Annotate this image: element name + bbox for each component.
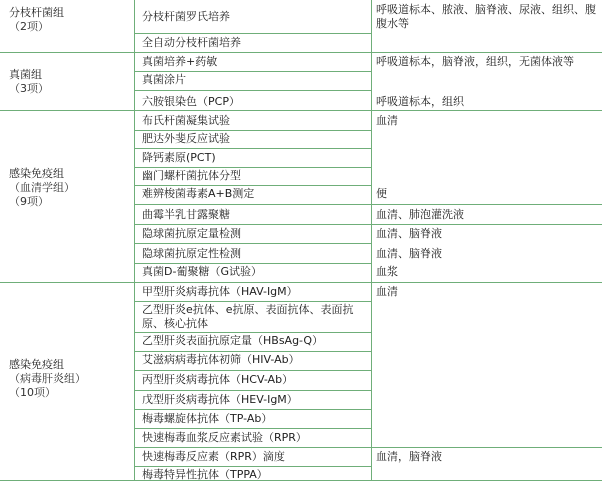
test-cell: 乙型肝炎e抗体、e抗原、表面抗体、表面抗原、核心抗体 — [142, 303, 354, 330]
test-cell: 甲型肝炎病毒抗体（HAV-IgM） — [142, 285, 298, 298]
row-divider — [134, 130, 372, 131]
test-cell: 丙型肝炎病毒抗体（HCV-Ab） — [142, 373, 294, 386]
row-divider — [134, 224, 602, 225]
row-divider — [134, 332, 372, 333]
row-divider — [134, 204, 602, 205]
test-cell: 艾滋病病毒抗体初筛（HIV-Ab） — [142, 353, 300, 366]
test-cell: 六胺银染色（PCP） — [142, 95, 240, 108]
row-divider — [134, 263, 372, 264]
group-divider — [0, 282, 602, 283]
group-name: 感染免疫组 — [9, 167, 64, 180]
test-cell: 幽门螺杆菌抗体分型 — [142, 169, 241, 182]
test-cell: 梅毒特异性抗体（TPPA） — [142, 468, 268, 481]
group-cell-mycobacteria — [0, 6, 133, 34]
group-cell-fungi — [0, 68, 133, 96]
row-divider — [134, 243, 372, 244]
row-divider — [134, 370, 372, 371]
test-cell: 真菌D-葡聚糖（G试验） — [142, 265, 262, 278]
group-name: 感染免疫组 — [9, 358, 64, 371]
row-divider — [134, 71, 372, 72]
row-divider — [134, 428, 372, 429]
group-count: （10项） — [9, 386, 56, 399]
group-cell-serology — [0, 167, 133, 209]
test-cell: 隐球菌抗原定性检测 — [142, 247, 241, 260]
group-name: 分枝杆菌组 — [9, 6, 64, 19]
group-divider — [0, 110, 602, 111]
row-divider — [134, 301, 372, 302]
group-cell-hepatitis — [0, 358, 133, 400]
row-divider — [134, 90, 372, 91]
row-divider — [134, 167, 372, 168]
row-divider — [134, 33, 372, 34]
test-cell: 曲霉半乳甘露聚糖 — [142, 208, 230, 221]
test-cell: 真菌涂片 — [142, 73, 186, 86]
row-divider — [134, 185, 372, 186]
group-count: （9项） — [9, 195, 49, 208]
test-cell: 戊型肝炎病毒抗体（HEV-IgM） — [142, 393, 298, 406]
test-cell: 肥达外斐反应试验 — [142, 132, 230, 145]
row-divider — [134, 351, 372, 352]
test-cell: 隐球菌抗原定量检测 — [142, 227, 241, 240]
specimen-cell: 血清 — [376, 285, 398, 298]
specimen-cell: 便 — [376, 187, 387, 200]
specimen-cell: 血清、肺泡灌洗液 — [376, 208, 464, 221]
specimen-cell: 呼吸道标本，脑脊液，组织，无菌体液等 — [376, 55, 574, 68]
test-cell: 乙型肝炎表面抗原定量（HBsAg-Q） — [142, 334, 324, 347]
group-count: （2项） — [9, 20, 49, 33]
group-name: 真菌组 — [9, 68, 42, 81]
test-cell: 布氏杆菌凝集试验 — [142, 114, 230, 127]
test-cell: 降钙素原(PCT) — [142, 151, 216, 164]
test-cell: 快速梅毒血浆反应素试验（RPR） — [142, 431, 307, 444]
group-count: （3项） — [9, 82, 49, 95]
row-divider — [134, 390, 372, 391]
specimen-cell: 呼吸道标本，组织 — [376, 95, 464, 108]
specimen-cell: 呼吸道标本、脓液、脑脊液、尿液、组织、腹腹水等 — [376, 3, 596, 30]
test-cell: 分枝杆菌罗氏培养 — [142, 10, 230, 23]
row-divider — [134, 447, 602, 448]
specimen-cell: 血清、脑脊液 — [376, 227, 442, 240]
group-subname: （病毒肝炎组） — [9, 372, 86, 385]
specimen-cell: 血清，脑脊液 — [376, 450, 442, 463]
group-divider — [0, 52, 602, 53]
row-divider — [134, 409, 372, 410]
test-cell: 梅毒螺旋体抗体（TP-Ab） — [142, 412, 273, 425]
test-cell: 全自动分枝杆菌培养 — [142, 36, 241, 49]
test-cell: 真菌培养+药敏 — [142, 55, 218, 68]
test-cell: 快速梅毒反应素（RPR）滴度 — [142, 450, 285, 463]
test-cell: 难辨梭菌毒素A+B测定 — [142, 187, 255, 200]
specimen-cell: 血浆 — [376, 265, 398, 278]
specimen-cell: 血清、脑脊液 — [376, 247, 442, 260]
group-subname: （血清学组） — [9, 181, 75, 194]
row-divider — [134, 148, 372, 149]
specimen-cell: 血清 — [376, 114, 398, 127]
row-divider — [134, 466, 372, 467]
